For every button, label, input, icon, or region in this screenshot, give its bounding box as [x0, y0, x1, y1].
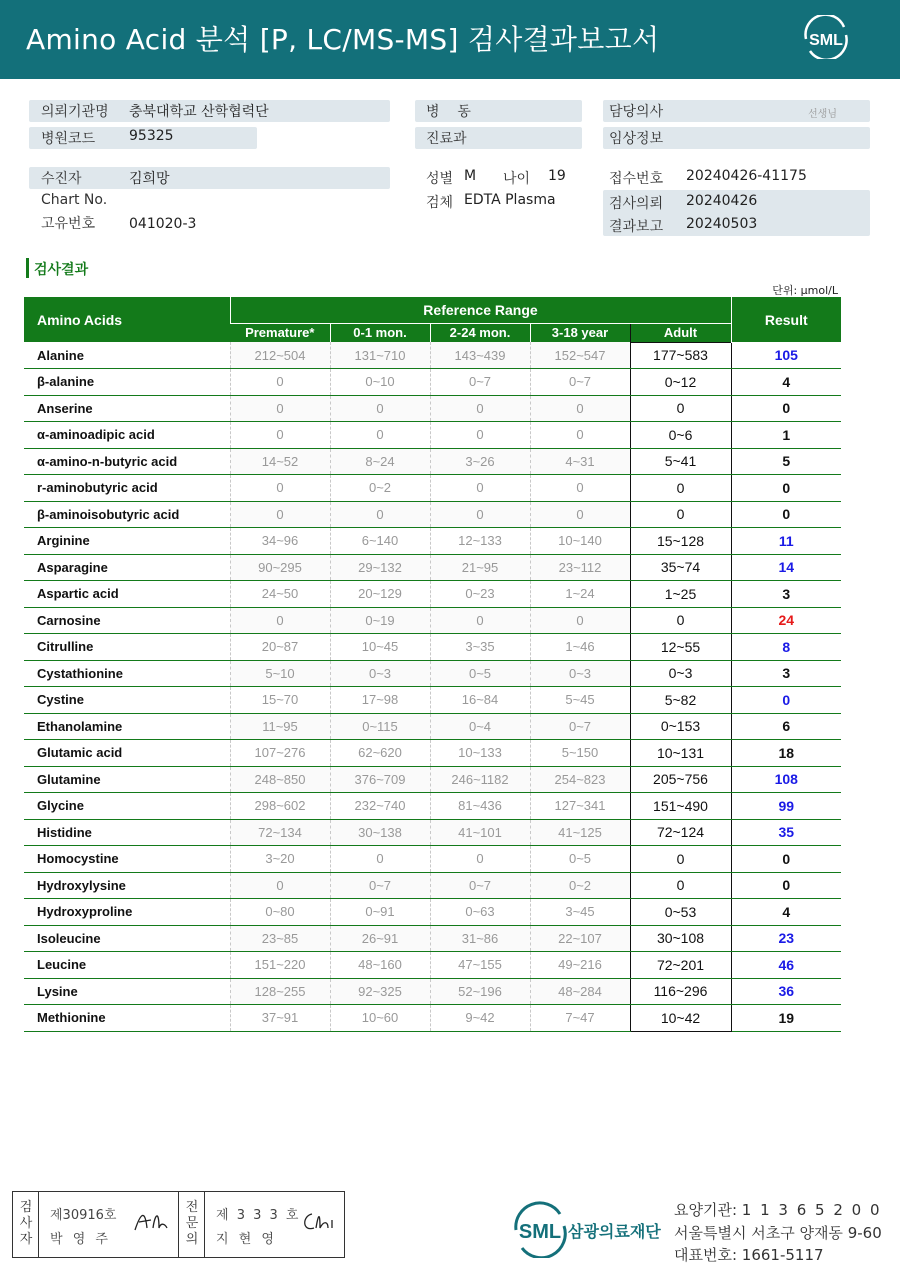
inspector-divider: [13, 1192, 179, 1257]
reference-range-cell: 81~436: [430, 793, 530, 820]
reference-range-cell: 0~2: [530, 872, 630, 899]
result-value: 19: [731, 1005, 841, 1032]
unique-no-label: 고유번호: [41, 216, 96, 232]
phone-label: 대표번호:: [674, 1246, 738, 1264]
reference-range-cell: 151~220: [230, 952, 330, 979]
age-label: 나이: [503, 171, 531, 187]
amino-acid-name: Carnosine: [24, 607, 230, 634]
table-row: [24, 634, 841, 661]
amino-acid-name: Cystathionine: [24, 660, 230, 687]
reference-range-cell: 49~216: [530, 952, 630, 979]
amino-acid-name: β-aminoisobutyric acid: [24, 501, 230, 528]
result-value: 0: [731, 475, 841, 502]
adult-range-cell: 116~296: [630, 978, 731, 1005]
adult-range-cell: 0: [630, 872, 731, 899]
reference-range-cell: 23~85: [230, 925, 330, 952]
address: 서울특별시 서초구 양재동 9-60: [674, 1224, 882, 1242]
reference-range-cell: 8~24: [330, 448, 430, 475]
reference-range-cell: 0~23: [430, 581, 530, 608]
reference-range-cell: 131~710: [330, 342, 430, 369]
reference-range-cell: 0: [330, 846, 430, 873]
amino-acid-name: α-aminoadipic acid: [24, 422, 230, 449]
patient-bar: [29, 167, 390, 189]
amino-acid-name: Anserine: [24, 395, 230, 422]
reference-range-cell: 47~155: [430, 952, 530, 979]
amino-acid-name: r-aminobutyric acid: [24, 475, 230, 502]
amino-acid-name: Arginine: [24, 528, 230, 555]
reference-range-cell: 0~3: [530, 660, 630, 687]
reference-range-cell: 0: [430, 607, 530, 634]
reference-range-cell: 34~96: [230, 528, 330, 555]
reference-range-cell: 127~341: [530, 793, 630, 820]
adult-range-cell: 10~42: [630, 1005, 731, 1032]
adult-range-cell: 72~201: [630, 952, 731, 979]
premature-header: Premature*: [230, 323, 330, 342]
table-row: [24, 501, 841, 528]
adult-range-cell: 151~490: [630, 793, 731, 820]
reference-range-cell: 254~823: [530, 766, 630, 793]
table-row: [24, 899, 841, 926]
reference-range-cell: 20~87: [230, 634, 330, 661]
specialist-signature: [298, 1206, 342, 1236]
adult-range-cell: 35~74: [630, 554, 731, 581]
sex-value: M: [464, 168, 477, 184]
reference-range-cell: 0: [230, 501, 330, 528]
reference-range-cell: 0~19: [330, 607, 430, 634]
request-date-label: 검사의뢰: [609, 196, 664, 212]
reference-range-cell: 48~284: [530, 978, 630, 1005]
reference-range-cell: 0~7: [430, 872, 530, 899]
amino-acid-name: Glutamic acid: [24, 740, 230, 767]
receipt-value: 20240426-41175: [686, 168, 807, 184]
reference-range-cell: 0~63: [430, 899, 530, 926]
reference-range-cell: 0: [230, 369, 330, 396]
adult-range-cell: 0~12: [630, 369, 731, 396]
doctor-label: 담당의사: [609, 104, 664, 120]
table-row: [24, 422, 841, 449]
reference-range-cell: 0~7: [530, 713, 630, 740]
results-body: [24, 342, 841, 1031]
reference-range-cell: 143~439: [430, 342, 530, 369]
reference-range-cell: 0: [330, 395, 430, 422]
result-value: 4: [731, 369, 841, 396]
care-label: 요양기관:: [674, 1201, 738, 1219]
adult-range-cell: 0~3: [630, 660, 731, 687]
reference-range-cell: 232~740: [330, 793, 430, 820]
infant-header: 2-24 mon.: [430, 323, 530, 342]
reference-range-cell: 0~7: [430, 369, 530, 396]
result-value: 5: [731, 448, 841, 475]
amino-acid-name: Hydroxyproline: [24, 899, 230, 926]
specialist-label-cell: [179, 1192, 205, 1257]
clinical-label: 임상정보: [609, 131, 664, 147]
receipt-label: 접수번호: [609, 171, 664, 187]
result-value: 0: [731, 501, 841, 528]
reference-range-cell: 1~46: [530, 634, 630, 661]
amino-acid-name: α-amino-n-butyric acid: [24, 448, 230, 475]
reference-range-cell: 0: [530, 607, 630, 634]
table-row: [24, 793, 841, 820]
reference-range-cell: 72~134: [230, 819, 330, 846]
reference-range-cell: 0: [430, 475, 530, 502]
reference-range-cell: 37~91: [230, 1005, 330, 1032]
reference-range-cell: 0~7: [330, 872, 430, 899]
table-row: [24, 607, 841, 634]
reference-range-cell: 107~276: [230, 740, 330, 767]
report-date-value: 20240503: [686, 216, 758, 232]
phone-value: 1661-5117: [741, 1246, 824, 1264]
table-row: [24, 740, 841, 767]
reference-range-cell: 10~140: [530, 528, 630, 555]
table-row: [24, 475, 841, 502]
reference-range-cell: 9~42: [430, 1005, 530, 1032]
reference-range-cell: 0: [430, 395, 530, 422]
specimen-label: 검체: [426, 195, 454, 211]
reference-range-cell: 0~5: [530, 846, 630, 873]
specialist-no: 제 3 3 3 호: [216, 1208, 301, 1223]
results-table: [24, 297, 841, 1032]
amino-acid-name: Histidine: [24, 819, 230, 846]
reference-range-cell: 128~255: [230, 978, 330, 1005]
table-row: [24, 872, 841, 899]
logo-text: SML: [809, 32, 843, 49]
reference-range-cell: 0~3: [330, 660, 430, 687]
reference-range-cell: 152~547: [530, 342, 630, 369]
reference-range-cell: 14~52: [230, 448, 330, 475]
adult-range-cell: 0~153: [630, 713, 731, 740]
adult-range-cell: 30~108: [630, 925, 731, 952]
result-value: 108: [731, 766, 841, 793]
table-row: [24, 687, 841, 714]
table-row: [24, 1005, 841, 1032]
reference-range-cell: 0: [530, 422, 630, 449]
reference-range-cell: 10~60: [330, 1005, 430, 1032]
reference-range-cell: 3~20: [230, 846, 330, 873]
reference-range-header: Reference Range: [230, 297, 731, 323]
reference-range-cell: 1~24: [530, 581, 630, 608]
amino-acid-name: Isoleucine: [24, 925, 230, 952]
result-value: 18: [731, 740, 841, 767]
reference-range-cell: 62~620: [330, 740, 430, 767]
inspector-no: 제30916호: [50, 1208, 117, 1223]
care-value: 1 1 3 6 5 2 0 0: [741, 1201, 882, 1219]
result-value: 0: [731, 872, 841, 899]
reference-range-cell: 0: [430, 422, 530, 449]
amino-acids-header: Amino Acids: [24, 297, 230, 342]
amino-acid-name: Hydroxylysine: [24, 872, 230, 899]
section-marker: [26, 258, 29, 278]
care-institution: [674, 1199, 882, 1220]
result-value: 99: [731, 793, 841, 820]
reference-range-cell: 7~47: [530, 1005, 630, 1032]
reference-range-cell: 0: [530, 475, 630, 502]
reference-range-cell: 0: [530, 501, 630, 528]
adult-range-cell: 0~6: [630, 422, 731, 449]
amino-acid-name: Citrulline: [24, 634, 230, 661]
reference-range-cell: 26~91: [330, 925, 430, 952]
adult-range-cell: 0~53: [630, 899, 731, 926]
specimen-value: EDTA Plasma: [464, 192, 556, 208]
reference-range-cell: 0: [230, 607, 330, 634]
reference-range-cell: 5~10: [230, 660, 330, 687]
reference-range-cell: 16~84: [430, 687, 530, 714]
amino-acid-name: Cystine: [24, 687, 230, 714]
specialist-name: 지 현 영: [216, 1232, 277, 1247]
table-row: [24, 766, 841, 793]
reference-range-cell: 22~107: [530, 925, 630, 952]
amino-acid-name: Aspartic acid: [24, 581, 230, 608]
dept-label: 진료과: [426, 131, 467, 147]
table-row: [24, 554, 841, 581]
amino-acid-name: Leucine: [24, 952, 230, 979]
table-row: [24, 819, 841, 846]
patient-value: 김희망: [129, 171, 170, 187]
reference-range-cell: 248~850: [230, 766, 330, 793]
reference-range-cell: 3~35: [430, 634, 530, 661]
sml-logo-icon: [800, 15, 852, 59]
adult-range-cell: 0: [630, 846, 731, 873]
table-row: [24, 342, 841, 369]
footer-logo-text: SML: [518, 1221, 562, 1243]
inspector-name: 박 영 주: [50, 1232, 111, 1247]
patient-label: 수진자: [41, 171, 82, 187]
reference-range-cell: 0~7: [530, 369, 630, 396]
result-value: 35: [731, 819, 841, 846]
reference-range-cell: 212~504: [230, 342, 330, 369]
adult-header: Adult: [630, 323, 731, 342]
result-value: 23: [731, 925, 841, 952]
result-value: 14: [731, 554, 841, 581]
hospital-code-label: 병원코드: [41, 131, 96, 147]
reference-range-cell: 10~133: [430, 740, 530, 767]
amino-acid-name: Ethanolamine: [24, 713, 230, 740]
adult-range-cell: 0: [630, 607, 731, 634]
table-row: [24, 581, 841, 608]
adult-range-cell: 72~124: [630, 819, 731, 846]
result-value: 8: [731, 634, 841, 661]
reference-range-cell: 0~115: [330, 713, 430, 740]
reference-range-cell: 41~101: [430, 819, 530, 846]
result-value: 6: [731, 713, 841, 740]
table-row: [24, 925, 841, 952]
reference-range-cell: 0: [230, 395, 330, 422]
amino-acid-name: Glutamine: [24, 766, 230, 793]
reference-range-cell: 24~50: [230, 581, 330, 608]
reference-range-cell: 0: [330, 422, 430, 449]
adult-range-cell: 15~128: [630, 528, 731, 555]
reference-range-cell: 0: [330, 501, 430, 528]
reference-range-cell: 6~140: [330, 528, 430, 555]
result-value: 46: [731, 952, 841, 979]
reference-range-cell: 0~80: [230, 899, 330, 926]
reference-range-cell: 0~5: [430, 660, 530, 687]
table-row: [24, 448, 841, 475]
amino-acid-name: Homocystine: [24, 846, 230, 873]
adult-range-cell: 177~583: [630, 342, 731, 369]
reference-range-cell: 52~196: [430, 978, 530, 1005]
reference-range-cell: 92~325: [330, 978, 430, 1005]
chart-no-label: Chart No.: [41, 192, 108, 208]
reference-range-cell: 0~4: [430, 713, 530, 740]
report-header: [0, 0, 900, 79]
reference-range-cell: 30~138: [330, 819, 430, 846]
adult-range-cell: 0: [630, 475, 731, 502]
reference-range-cell: 0: [530, 395, 630, 422]
table-row: [24, 528, 841, 555]
table-row: [24, 395, 841, 422]
reference-range-cell: 3~45: [530, 899, 630, 926]
adult-range-cell: 205~756: [630, 766, 731, 793]
reference-range-cell: 4~31: [530, 448, 630, 475]
reference-range-cell: 15~70: [230, 687, 330, 714]
reference-range-cell: 12~133: [430, 528, 530, 555]
adult-range-cell: 5~82: [630, 687, 731, 714]
table-row: [24, 846, 841, 873]
signature-box: [12, 1191, 345, 1258]
table-row: [24, 660, 841, 687]
requester-label: 의뢰기관명: [41, 104, 109, 120]
reference-range-cell: 48~160: [330, 952, 430, 979]
reference-range-cell: 41~125: [530, 819, 630, 846]
adult-range-cell: 0: [630, 501, 731, 528]
reference-range-cell: 0~91: [330, 899, 430, 926]
doctor-suffix: 선생님: [808, 109, 837, 120]
reference-range-cell: 376~709: [330, 766, 430, 793]
reference-range-cell: 90~295: [230, 554, 330, 581]
inspector-label: 검사자: [19, 1200, 33, 1247]
amino-acid-name: Methionine: [24, 1005, 230, 1032]
specialist-label: 전문의: [185, 1200, 199, 1247]
result-value: 0: [731, 846, 841, 873]
section-title: 검사결과: [34, 262, 89, 278]
report-title: Amino Acid 분석 [P, LC/MS-MS] 검사결과보고서: [26, 23, 660, 56]
amino-acid-name: β-alanine: [24, 369, 230, 396]
amino-acid-name: Alanine: [24, 342, 230, 369]
reference-range-cell: 17~98: [330, 687, 430, 714]
reference-range-cell: 0: [230, 872, 330, 899]
unit-note: 단위: μmol/L: [772, 284, 838, 297]
result-header: Result: [731, 297, 841, 342]
table-row: [24, 713, 841, 740]
table-row: [24, 369, 841, 396]
amino-acid-name: Glycine: [24, 793, 230, 820]
reference-range-cell: 5~150: [530, 740, 630, 767]
reference-range-cell: 0~10: [330, 369, 430, 396]
reference-range-cell: 0: [430, 846, 530, 873]
result-value: 4: [731, 899, 841, 926]
table-row: [24, 952, 841, 979]
reference-range-cell: 23~112: [530, 554, 630, 581]
result-value: 36: [731, 978, 841, 1005]
amino-acid-name: Asparagine: [24, 554, 230, 581]
requester-value: 충북대학교 산학협력단: [129, 104, 269, 120]
result-value: 0: [731, 687, 841, 714]
table-row: [24, 978, 841, 1005]
reference-range-cell: 0~2: [330, 475, 430, 502]
unique-no-value: 041020-3: [129, 216, 197, 232]
request-date-value: 20240426: [686, 193, 758, 209]
reference-range-cell: 21~95: [430, 554, 530, 581]
result-value: 3: [731, 581, 841, 608]
adult-range-cell: 5~41: [630, 448, 731, 475]
adult-range-cell: 0: [630, 395, 731, 422]
adult-range-cell: 12~55: [630, 634, 731, 661]
reference-range-cell: 20~129: [330, 581, 430, 608]
reference-range-cell: 5~45: [530, 687, 630, 714]
neonate-header: 0-1 mon.: [330, 323, 430, 342]
reference-range-cell: 0: [230, 422, 330, 449]
result-value: 1: [731, 422, 841, 449]
reference-range-cell: 0: [430, 501, 530, 528]
report-date-label: 결과보고: [609, 219, 664, 235]
reference-range-cell: 31~86: [430, 925, 530, 952]
result-value: 3: [731, 660, 841, 687]
hospital-code-value: 95325: [129, 128, 174, 144]
reference-range-cell: 10~45: [330, 634, 430, 661]
reference-range-cell: 3~26: [430, 448, 530, 475]
result-value: 0: [731, 395, 841, 422]
amino-acid-name: Lysine: [24, 978, 230, 1005]
reference-range-cell: 298~602: [230, 793, 330, 820]
reference-range-cell: 29~132: [330, 554, 430, 581]
sml-footer-logo-icon: [510, 1200, 570, 1258]
reference-range-cell: 11~95: [230, 713, 330, 740]
sex-label: 성별: [426, 171, 454, 187]
age-value: 19: [548, 168, 566, 184]
org-name: 삼광의료재단: [568, 1222, 661, 1241]
phone: [674, 1244, 824, 1265]
result-value: 11: [731, 528, 841, 555]
adult-range-cell: 1~25: [630, 581, 731, 608]
result-value: 24: [731, 607, 841, 634]
child-header: 3-18 year: [530, 323, 630, 342]
reference-range-cell: 0: [230, 475, 330, 502]
reference-range-cell: 246~1182: [430, 766, 530, 793]
ward-label: 병 동: [426, 104, 471, 120]
result-value: 105: [731, 342, 841, 369]
adult-range-cell: 10~131: [630, 740, 731, 767]
